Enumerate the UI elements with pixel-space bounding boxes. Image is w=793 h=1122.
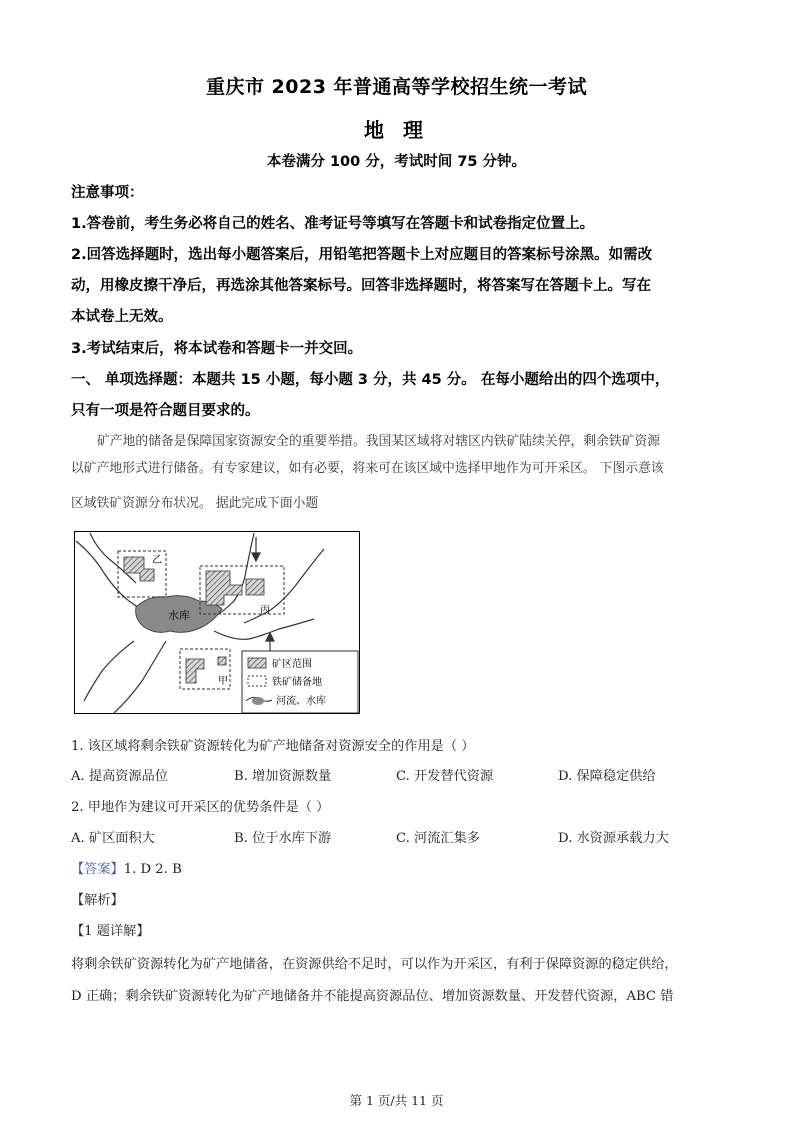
detail-line-1: 将剩余铁矿资源转化为矿产地储备，在资源供给不足时，可以作为开采区，有利于保障资源的稳定供给，: [71, 957, 678, 972]
section-heading-line-2: 只有一项是符合题目要求的。: [71, 403, 260, 419]
detail-line-2: D 正确；剩余铁矿资源转化为矿产地储备并不能提高资源品位、增加资源数量、开发替代资源，ABC 错: [71, 989, 674, 1004]
q1-option-d[interactable]: D. 保障稳定供给: [558, 769, 656, 784]
label-bing: 丙: [260, 605, 270, 616]
q2-option-a[interactable]: A. 矿区面积大: [71, 831, 155, 846]
answer-tag: 【答案】: [71, 862, 124, 877]
map-legend: [242, 651, 358, 713]
passage-line-1: 矿产地的储备是保障国家资源安全的重要举措。我国某区域将对辖区内铁矿陆续关停，剩余铁矿资源: [97, 434, 661, 449]
detail-tag: 【1 题详解】: [71, 924, 150, 939]
passage-line-2: 以矿产地形式进行储备。有专家建议，如有必要，将来可在该区域中选择甲地作为可开采区。 下图示意该: [71, 461, 664, 476]
notes-heading: 注意事项：: [71, 185, 144, 201]
analysis-tag: 【解析】: [71, 893, 124, 908]
q1-option-c[interactable]: C. 开发替代资源: [396, 769, 494, 784]
answer-text: 1. D 2. B: [123, 862, 182, 877]
passage-line-3: 区域铁矿资源分布状况。 据此完成下面小题: [71, 496, 319, 511]
page-footer: 第 1 页/共 11 页: [349, 1093, 444, 1108]
mine-area-jia-small: [218, 657, 226, 665]
note-2-line-3: 本试卷上无效。: [71, 309, 173, 325]
q2-option-d[interactable]: D. 水资源承载力大: [558, 831, 669, 846]
q1-option-a[interactable]: A. 提高资源品位: [71, 769, 169, 784]
note-3: 3.考试结束后，将本试卷和答题卡一并交回。: [71, 341, 363, 357]
legend-mine: 矿区范围: [272, 659, 312, 670]
exam-title: 重庆市 2023 年普通高等学校招生统一考试: [205, 76, 588, 98]
reservoir-label: 水库: [168, 609, 190, 622]
question-2-stem: 2. 甲地作为建议可开采区的优势条件是（ ）: [71, 800, 330, 815]
note-2-line-1: 2.回答选择题时，选出每小题答案后，用铅笔把答题卡上对应题目的答案标号涂黑。如需改: [71, 247, 653, 263]
iron-ore-map: [74, 531, 361, 715]
section-heading-line-1: 一、 单项选择题：本题共 15 小题，每小题 3 分，共 45 分。 在每小题给出的四个选项中，: [71, 372, 670, 388]
label-yi: 乙: [152, 555, 162, 566]
question-1-stem: 1. 该区域将剩余铁矿资源转化为矿产地储备对资源安全的作用是（ ）: [71, 739, 475, 754]
note-2-line-2: 动，用橡皮擦干净后，再选涂其他答案标号。回答非选择题时，将答案写在答题卡上。写在: [71, 278, 651, 294]
label-jia: 甲: [218, 676, 228, 687]
q2-option-c[interactable]: C. 河流汇集多: [396, 831, 480, 846]
exam-info: 本卷满分 100 分，考试时间 75 分钟。: [266, 154, 527, 170]
q1-option-b[interactable]: B. 增加资源数量: [234, 769, 332, 784]
mine-area-bing-2: [246, 579, 264, 595]
answer-line: [71, 858, 182, 877]
subject-title: 地 理: [364, 118, 429, 142]
note-1: 1.答卷前，考生务必将自己的姓名、准考证号等填写在答题卡和试卷指定位置上。: [71, 216, 595, 232]
q2-option-b[interactable]: B. 位于水库下游: [234, 831, 332, 846]
legend-river: 河流、水库: [276, 696, 326, 707]
legend-storage: 铁矿储备地: [272, 677, 322, 688]
